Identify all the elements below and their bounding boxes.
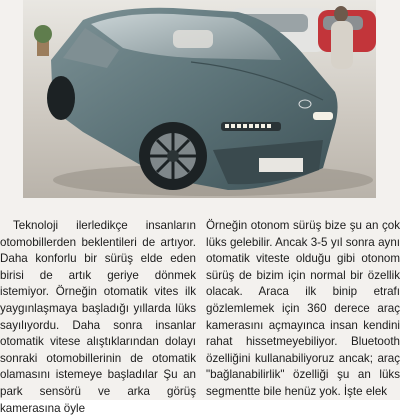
article-column-right (206, 218, 400, 401)
article-paragraph: Örneğin otonom sürüş bize şu an çok lüks gelebilir. Ancak 3-5 yıl sonra aynı otomatik viteste olduğu gibi otonom sürüş de bizim için normal bir özellik olacak. Araca ilk binip etrafı gözlemlemek için 360 derece araç kamerasını açmayınca insan kendini rahat hissetmeyebiliyor. Bluetooth özelliğini kullanabiliyoruz ancak; araç "bağlanabilirlik" özelliği şu an lüks segmentte bile henüz yok. İşte elek (206, 219, 400, 398)
article-paragraph: Teknoloji ilerledikçe insanların otomobillerden beklentileri de artıyor. Daha konforlu bir sürüş elde eden birisi de artık geriye dönmek istemiyor. Örneğin otomatik vites ilk yaygınlaşmaya başladığı yıllarda lüks sayılıyordu. Daha sonra insanlar otomatik vitese alıştıklarından dolayı sonraki otomobillerinin de otomatik olamasını istemeye başladılar Şu an park sensörü ve arka görüş kamerasına öyle (0, 219, 196, 415)
car-illustration (23, 0, 376, 198)
car-photo (23, 0, 376, 198)
article-column-left (0, 218, 196, 417)
